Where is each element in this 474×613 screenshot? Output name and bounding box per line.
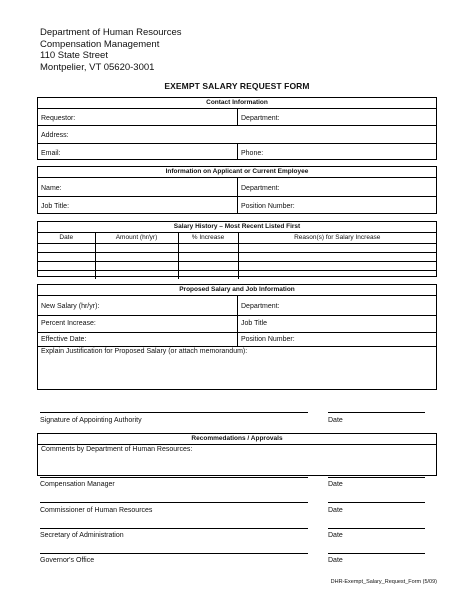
- applicant-header: Information on Applicant or Current Employee: [38, 167, 436, 178]
- authority-signature-label: Signature of Appointing Authority: [40, 417, 142, 424]
- address-line-1: Department of Human Resources: [40, 27, 182, 38]
- proposed-header: Proposed Salary and Job Information: [38, 285, 436, 296]
- authority-date-line[interactable]: [328, 412, 425, 413]
- col-amount: Amount (hr/yr): [95, 233, 178, 243]
- col-date: Date: [38, 233, 95, 243]
- justification-field[interactable]: Explain Justification for Proposed Salary (or attach memorandum):: [41, 348, 248, 355]
- salary-history-section: [37, 221, 437, 277]
- proposed-position-number-field[interactable]: Position Number:: [241, 336, 295, 343]
- approval-date-line[interactable]: [328, 477, 425, 478]
- commissioner-label: Commissioner of Human Resources: [40, 507, 153, 514]
- approval-date-line[interactable]: [328, 553, 425, 554]
- col-reason: Reason(s) for Salary Increase: [238, 233, 436, 243]
- approval-date-label: Date: [328, 481, 343, 488]
- table-row[interactable]: [38, 270, 436, 279]
- address-line-2: Compensation Management: [40, 38, 160, 50]
- proposed-department-field[interactable]: Department:: [241, 303, 280, 310]
- applicant-section: [37, 166, 437, 214]
- authority-signature-line[interactable]: [40, 412, 308, 413]
- form-id-footer: DHR-Exempt_Salary_Request_Form (5/09): [330, 579, 437, 585]
- address-field[interactable]: Address:: [41, 132, 69, 139]
- approval-signature-line[interactable]: [40, 477, 308, 478]
- sender-address: [40, 27, 182, 73]
- compensation-manager-label: Compensation Manager: [40, 481, 115, 488]
- applicant-position-number-field[interactable]: Position Number:: [241, 203, 295, 210]
- percent-increase-field[interactable]: Percent Increase:: [41, 320, 96, 327]
- approval-date-line[interactable]: [328, 528, 425, 529]
- effective-date-field[interactable]: Effective Date:: [41, 336, 87, 343]
- approval-signature-line[interactable]: [40, 553, 308, 554]
- approval-date-label: Date: [328, 507, 343, 514]
- proposed-job-title-field[interactable]: Job Title: [241, 320, 268, 327]
- form-title: EXEMPT SALARY REQUEST FORM: [164, 81, 310, 91]
- contact-section: [37, 97, 437, 160]
- recommendations-header: Recommedations / Approvals: [38, 434, 436, 445]
- applicant-job-title-field[interactable]: Job Title:: [41, 203, 70, 210]
- salary-history-header: Salary History – Most Recent Listed First: [38, 222, 436, 233]
- contact-department-field[interactable]: Department:: [241, 115, 280, 122]
- col-increase: % Increase: [178, 233, 238, 243]
- address-line-4: Montpelier, VT 05620-3001: [40, 61, 155, 73]
- approval-date-label: Date: [328, 532, 343, 539]
- salary-history-table: [38, 233, 436, 279]
- governor-label: Governor's Office: [40, 557, 95, 564]
- approval-date-label: Date: [328, 557, 343, 564]
- recommendations-section: [37, 433, 437, 476]
- applicant-department-field[interactable]: Department:: [241, 185, 280, 192]
- approval-signature-line[interactable]: [40, 502, 308, 503]
- authority-date-label: Date: [328, 417, 343, 424]
- hr-comments-field[interactable]: Comments by Department of Human Resources:: [41, 446, 193, 453]
- email-field[interactable]: Email:: [41, 150, 61, 157]
- address-line-3: 110 State Street: [40, 50, 108, 61]
- table-row[interactable]: [38, 261, 436, 270]
- contact-header: Contact Information: [38, 98, 436, 109]
- approval-signature-line[interactable]: [40, 528, 308, 529]
- applicant-name-field[interactable]: Name:: [41, 185, 62, 192]
- secretary-label: Secretary of Administration: [40, 532, 124, 539]
- phone-field[interactable]: Phone:: [241, 150, 264, 157]
- approval-date-line[interactable]: [328, 502, 425, 503]
- proposed-salary-section: [37, 284, 437, 390]
- requestor-field[interactable]: Requestor:: [41, 115, 76, 122]
- table-row[interactable]: [38, 243, 436, 252]
- new-salary-field[interactable]: New Salary (hr/yr):: [41, 303, 100, 310]
- table-row[interactable]: [38, 252, 436, 261]
